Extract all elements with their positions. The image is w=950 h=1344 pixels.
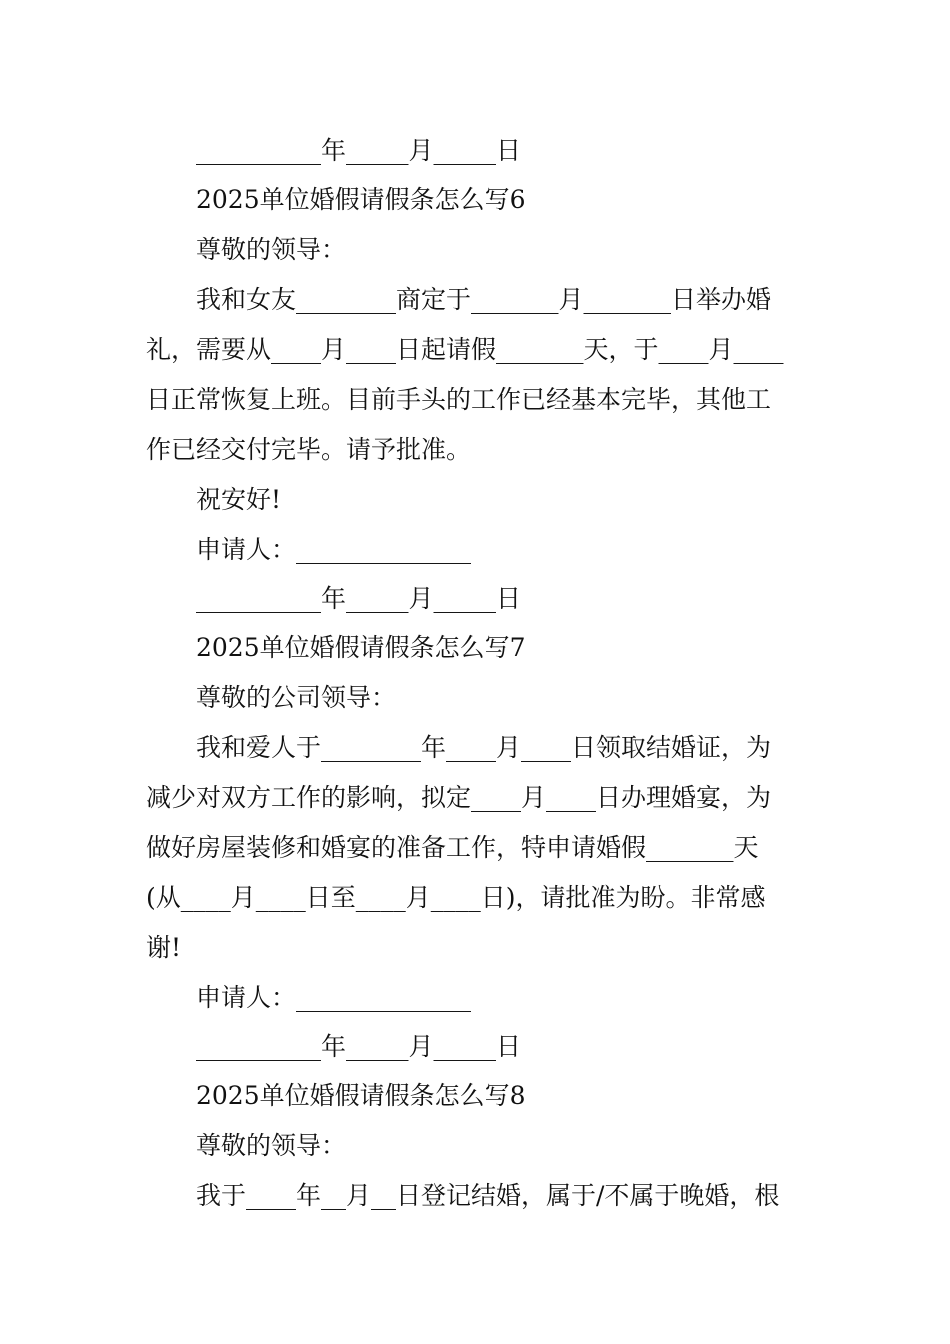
body-line: 减少对双方工作的影响，拟定____月____日办理婚宴，为 bbox=[146, 783, 772, 812]
applicant-line: 申请人：______________ bbox=[196, 983, 472, 1012]
body-line: (从____月____日至____月____日)，请批准为盼。非常感 bbox=[146, 883, 766, 912]
body-line: 我于____年__月__日登记结婚，属于/不属于晚婚，根 bbox=[196, 1181, 780, 1210]
date-line: __________年_____月_____日 bbox=[196, 136, 522, 165]
body-line: 日正常恢复上班。目前手头的工作已经基本完毕，其他工 bbox=[146, 385, 772, 414]
body-line: 谢! bbox=[146, 933, 182, 962]
salutation: 尊敬的领导： bbox=[196, 1131, 347, 1160]
date-line: __________年_____月_____日 bbox=[196, 1032, 522, 1061]
body-line: 作已经交付完毕。请予批准。 bbox=[146, 435, 472, 464]
section-title: 2025单位婚假请假条怎么写7 bbox=[196, 633, 526, 662]
salutation: 尊敬的领导： bbox=[196, 235, 347, 264]
closing: 祝安好! bbox=[196, 485, 282, 514]
section-title: 2025单位婚假请假条怎么写6 bbox=[196, 185, 526, 214]
salutation: 尊敬的公司领导： bbox=[196, 683, 397, 712]
date-line: __________年_____月_____日 bbox=[196, 584, 522, 613]
body-line: 礼，需要从____月____日起请假_______天，于____月____ bbox=[146, 335, 784, 364]
section-title: 2025单位婚假请假条怎么写8 bbox=[196, 1081, 526, 1110]
body-line: 我和女友________商定于_______月_______日举办婚 bbox=[196, 285, 772, 314]
body-line: 我和爱人于________年____月____日领取结婚证，为 bbox=[196, 733, 772, 762]
applicant-line: 申请人：______________ bbox=[196, 535, 472, 564]
body-line: 做好房屋装修和婚宴的准备工作，特申请婚假_______天 bbox=[146, 833, 759, 862]
